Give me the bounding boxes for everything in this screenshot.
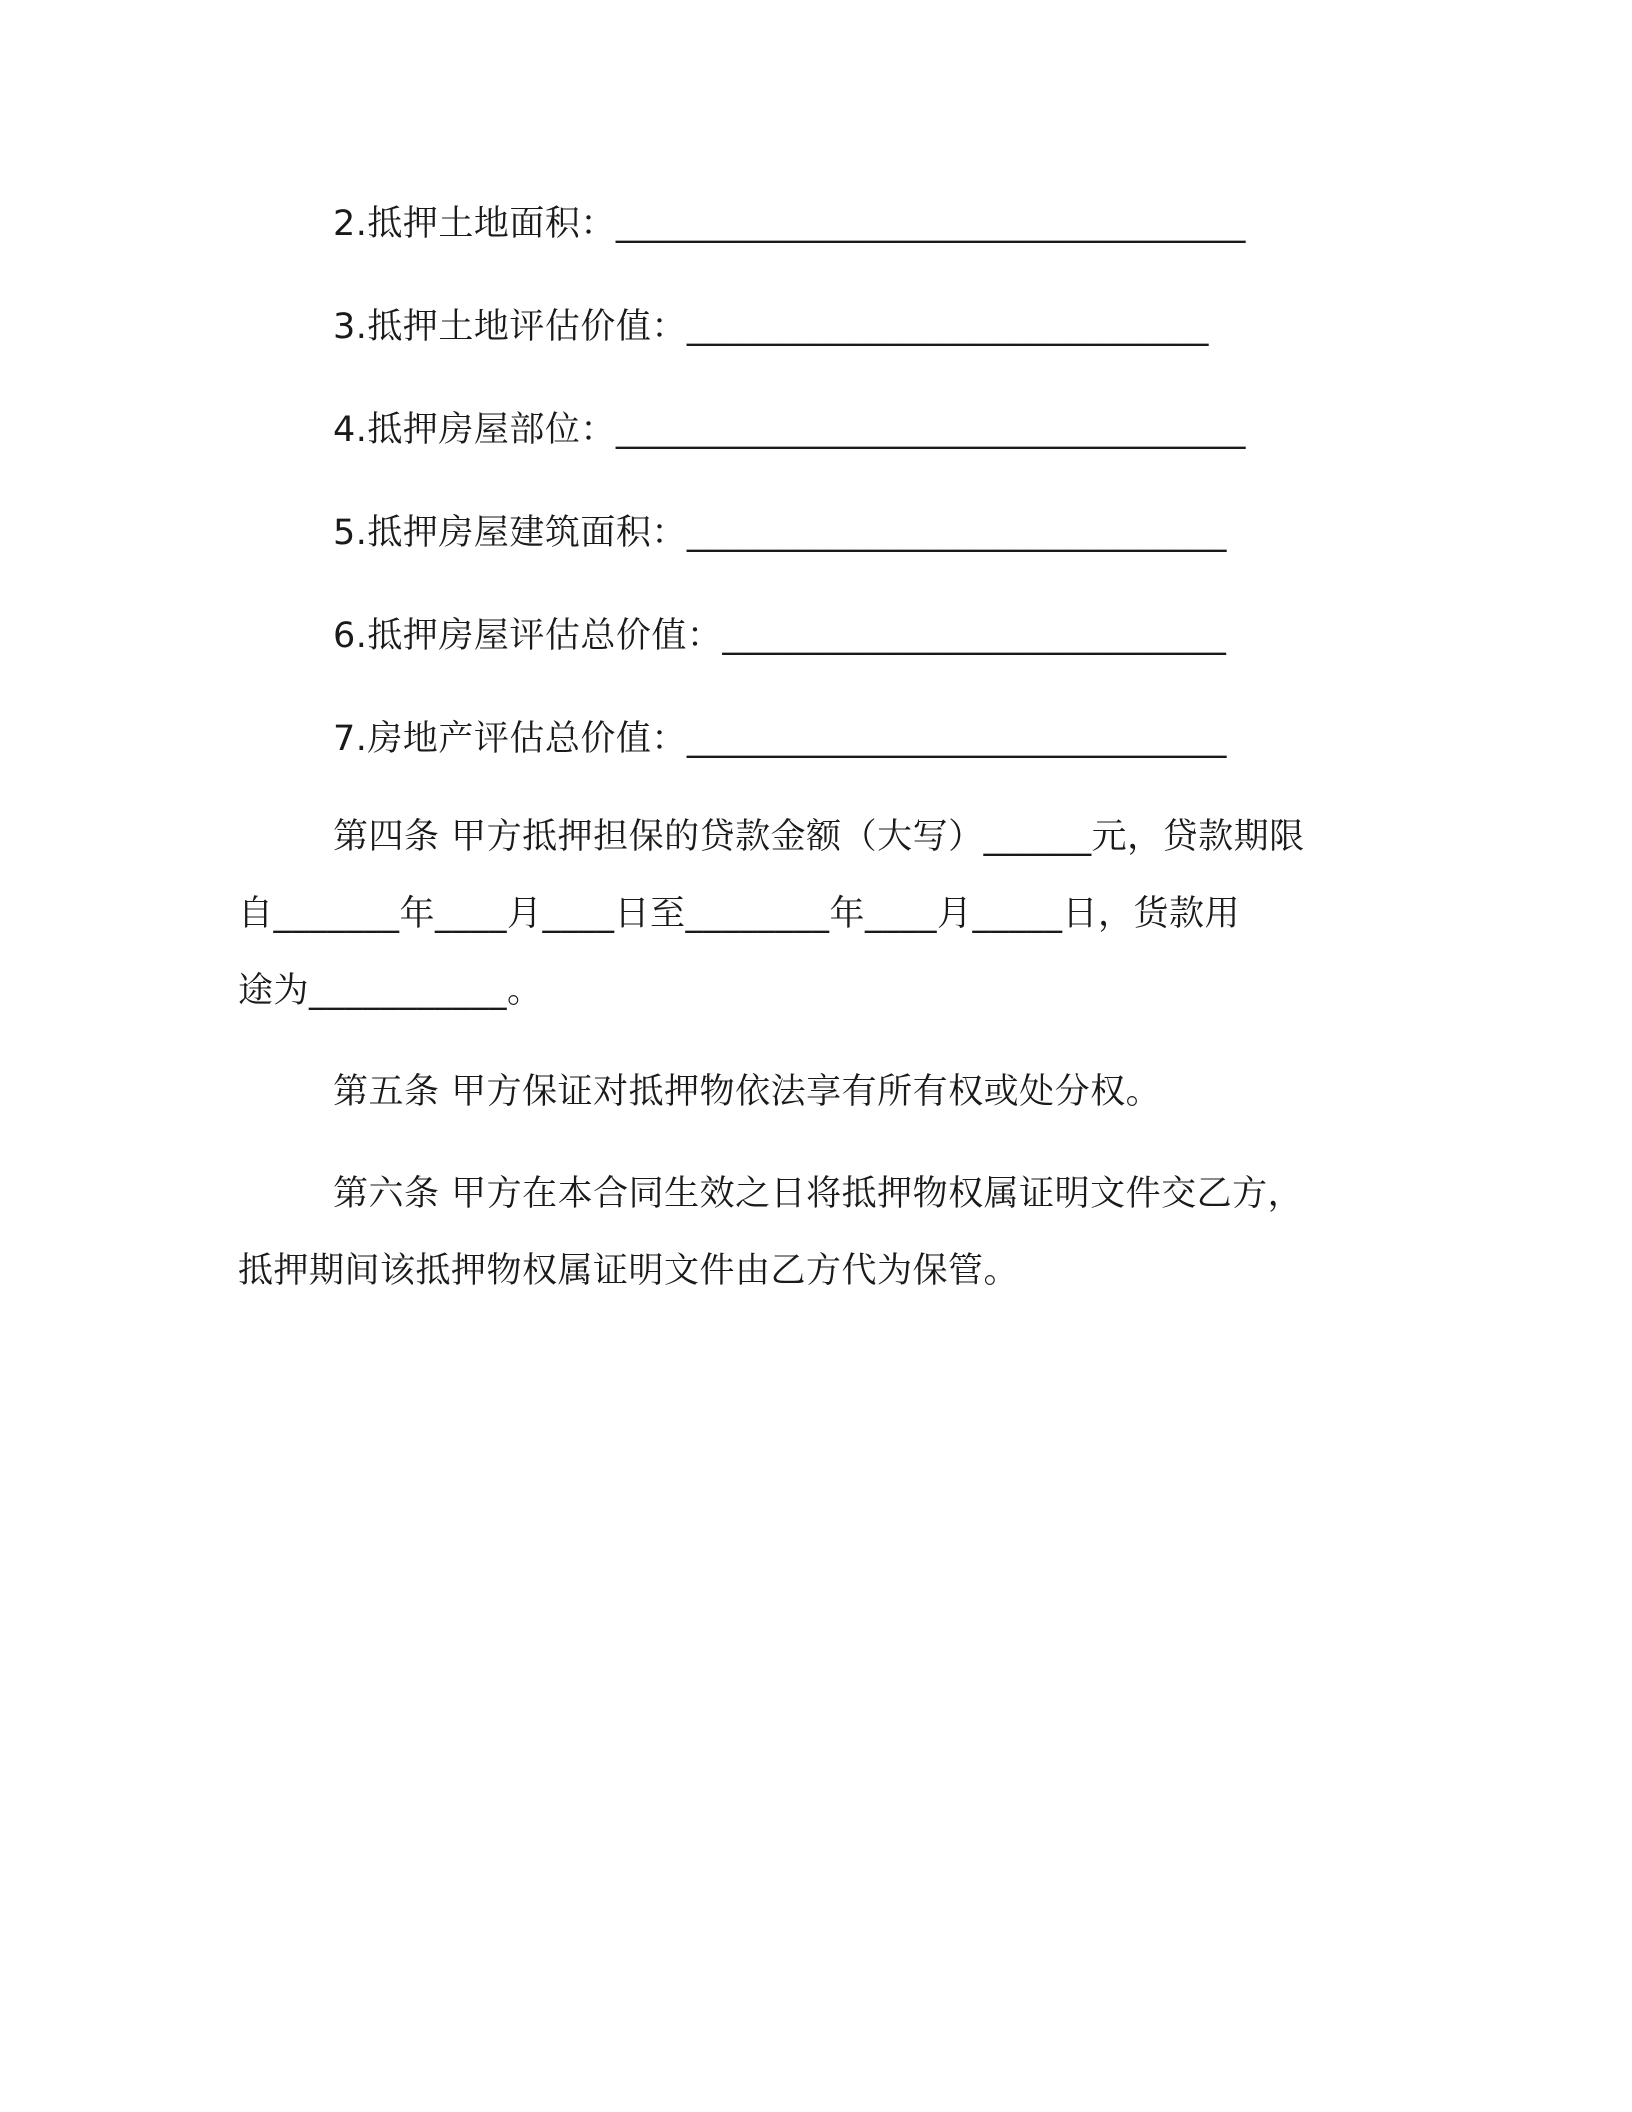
article-4-line-1: 第四条 甲方抵押担保的贷款金额（大写）______元，贷款期限 [333, 817, 1305, 857]
article-6-line-2: 抵押期间该抵押物权属证明文件由乙方代为保管。 [238, 1251, 1020, 1291]
item-land-value: 3.抵押土地评估价值：_____________________________ [333, 307, 1209, 347]
item-house-total-value: 6.抵押房屋评估总价值：____________________________ [333, 616, 1227, 656]
article-5-line-1: 第五条 甲方保证对抵押物依法享有所有权或处分权。 [333, 1072, 1162, 1112]
item-property-total-value: 7.房地产评估总价值：______________________________ [333, 719, 1227, 759]
article-4-line-3: 途为___________。 [238, 971, 543, 1011]
item-land-area: 2.抵押土地面积：___________________________________ [333, 204, 1246, 244]
item-house-area: 5.抵押房屋建筑面积：______________________________ [333, 513, 1227, 553]
article-4-line-2: 自_______年____月____日至________年____月_____日，货款用 [238, 894, 1241, 934]
article-6-line-1: 第六条 甲方在本合同生效之日将抵押物权属证明文件交乙方， [333, 1174, 1304, 1214]
item-house-location: 4.抵押房屋部位：___________________________________ [333, 410, 1246, 450]
